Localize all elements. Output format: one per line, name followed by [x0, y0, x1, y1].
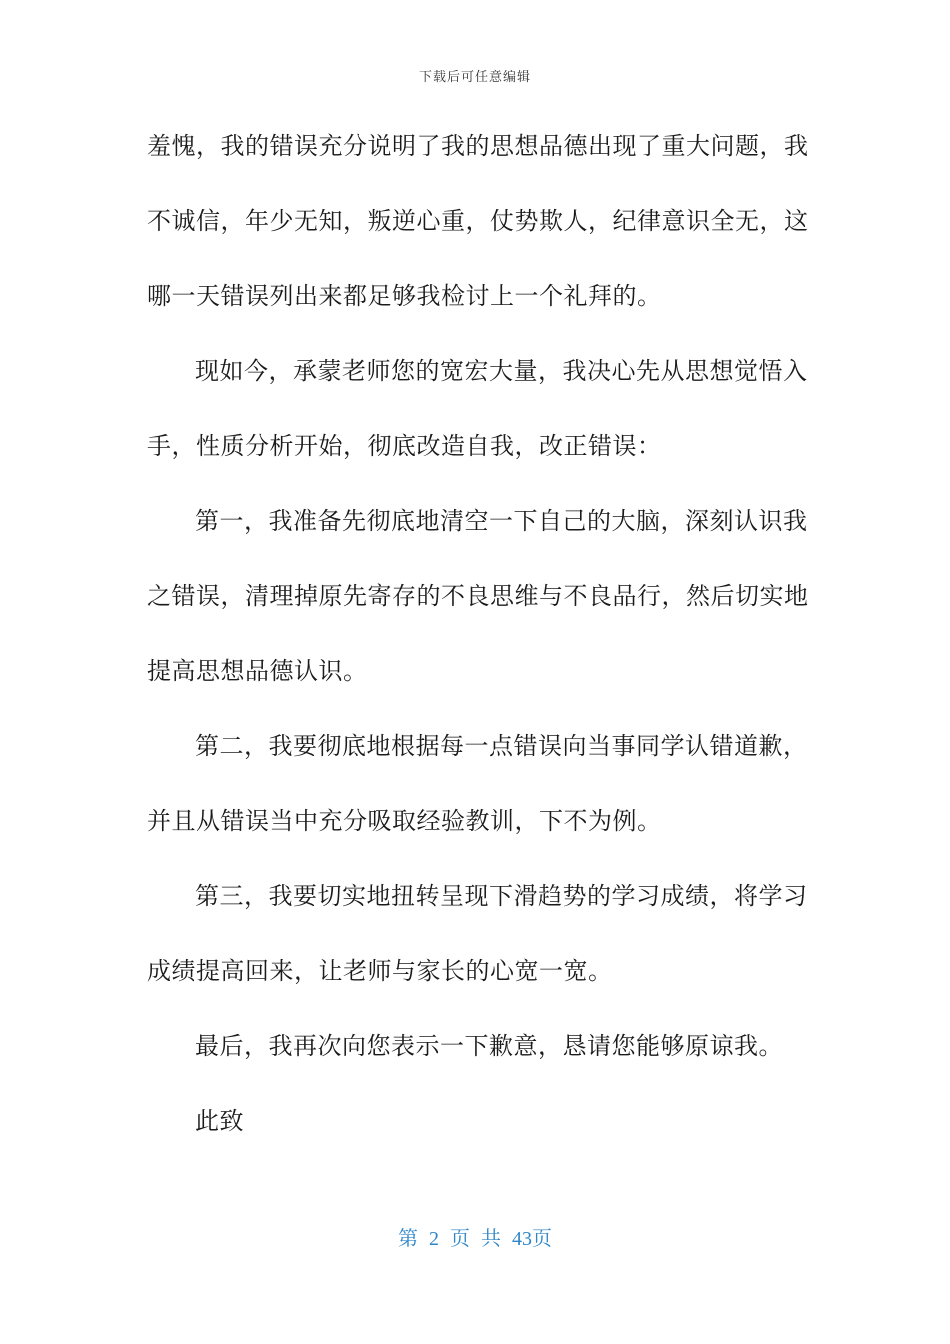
text-line: 不诚信，年少无知，叛逆心重，仗势欺人，纪律意识全无，这 — [147, 207, 809, 235]
text-line: 第三，我要切实地扭转呈现下滑趋势的学习成绩，将学习 — [195, 882, 808, 910]
document-body — [147, 120, 809, 1170]
text-line: 提高思想品德认识。 — [147, 657, 368, 685]
text-line: 最后，我再次向您表示一下歉意，恳请您能够原谅我。 — [195, 1032, 783, 1060]
text-line: 并且从错误当中充分吸取经验教训，下不为例。 — [147, 807, 662, 835]
text-line: 成绩提高回来，让老师与家长的心宽一宽。 — [147, 957, 613, 985]
closing-line: 此致 — [195, 1107, 244, 1135]
text-line: 手，性质分析开始，彻底改造自我，改正错误： — [147, 432, 662, 460]
text-line: 第一，我准备先彻底地清空一下自己的大脑，深刻认识我 — [195, 507, 808, 535]
text-line: 现如今，承蒙老师您的宽宏大量，我决心先从思想觉悟入 — [195, 357, 808, 385]
text-line: 第二，我要彻底地根据每一点错误向当事同学认错道歉， — [195, 732, 808, 760]
text-line: 之错误，清理掉原先寄存的不良思维与不良品行，然后切实地 — [147, 582, 809, 610]
text-line: 羞愧，我的错误充分说明了我的思想品德出现了重大问题，我 — [147, 132, 809, 160]
page-number: 第 2 页 共 43页 — [398, 1228, 552, 1250]
text-line: 哪一天错误列出来都足够我检讨上一个礼拜的。 — [147, 282, 662, 310]
header-note: 下载后可任意编辑 — [418, 70, 531, 85]
